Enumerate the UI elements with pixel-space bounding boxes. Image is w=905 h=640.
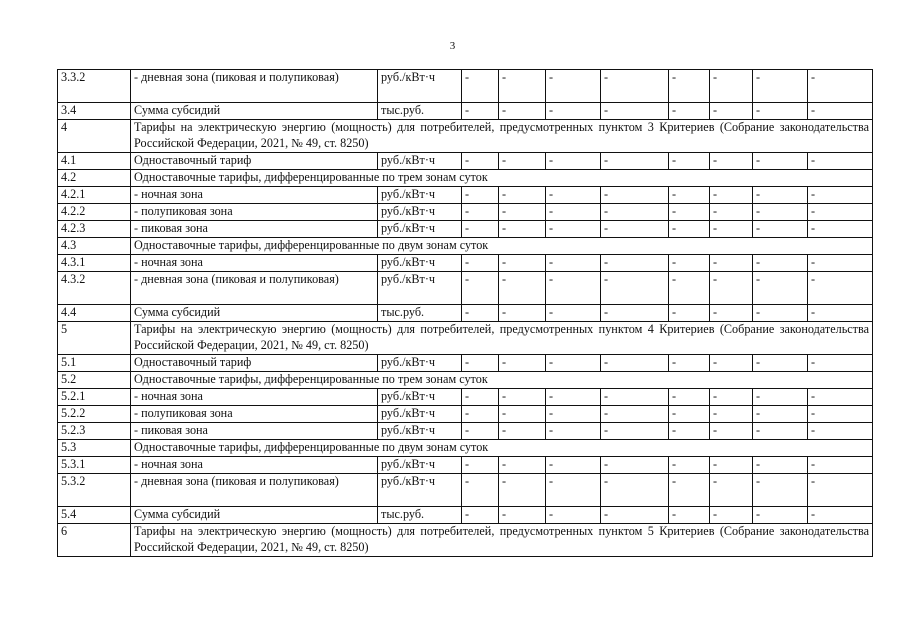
value-cell: - xyxy=(499,272,546,305)
row-unit: руб./кВт·ч xyxy=(378,221,462,238)
value-cell: - xyxy=(710,406,753,423)
row-code: 4.3 xyxy=(58,238,131,255)
value-cell: - xyxy=(669,187,710,204)
row-code: 4.2.3 xyxy=(58,221,131,238)
value-cell: - xyxy=(710,305,753,322)
row-code: 4.2.1 xyxy=(58,187,131,204)
value-cell: - xyxy=(499,305,546,322)
value-cell: - xyxy=(669,406,710,423)
value-cell: - xyxy=(808,272,873,305)
table-row xyxy=(58,255,873,272)
value-cell: - xyxy=(499,70,546,103)
row-name: - дневная зона (пиковая и полупиковая) xyxy=(131,474,378,507)
value-cell: - xyxy=(462,103,499,120)
value-cell: - xyxy=(462,389,499,406)
value-cell: - xyxy=(546,355,601,372)
value-cell: - xyxy=(546,389,601,406)
section-heading: Одноставочные тарифы, дифференцированные по двум зонам суток xyxy=(131,238,873,255)
value-cell: - xyxy=(710,187,753,204)
table-row xyxy=(58,507,873,524)
table-row xyxy=(58,238,873,255)
table-row xyxy=(58,389,873,406)
value-cell: - xyxy=(710,389,753,406)
value-cell: - xyxy=(546,204,601,221)
row-unit: руб./кВт·ч xyxy=(378,204,462,221)
section-heading: Одноставочные тарифы, дифференцированные по трем зонам суток xyxy=(131,170,873,187)
value-cell: - xyxy=(546,474,601,507)
value-cell: - xyxy=(601,221,669,238)
value-cell: - xyxy=(669,221,710,238)
value-cell: - xyxy=(499,423,546,440)
value-cell: - xyxy=(808,187,873,204)
row-code: 5.2.2 xyxy=(58,406,131,423)
value-cell: - xyxy=(753,389,808,406)
row-code: 3.4 xyxy=(58,103,131,120)
section-heading: Тарифы на электрическую энергию (мощность) для потребителей, предусмотренных пунктом 4 Критериев (Собрание законодательства Российской Федерации, 2021, № 49, ст. 8250) xyxy=(131,322,873,355)
value-cell: - xyxy=(753,457,808,474)
value-cell: - xyxy=(601,272,669,305)
value-cell: - xyxy=(546,70,601,103)
row-unit: тыс.руб. xyxy=(378,103,462,120)
row-code: 4.3.2 xyxy=(58,272,131,305)
value-cell: - xyxy=(669,457,710,474)
table-row xyxy=(58,272,873,305)
value-cell: - xyxy=(753,474,808,507)
section-heading: Одноставочные тарифы, дифференцированные по двум зонам суток xyxy=(131,440,873,457)
row-name: - ночная зона xyxy=(131,255,378,272)
value-cell: - xyxy=(462,507,499,524)
row-unit: руб./кВт·ч xyxy=(378,406,462,423)
value-cell: - xyxy=(753,187,808,204)
value-cell: - xyxy=(669,103,710,120)
value-cell: - xyxy=(808,255,873,272)
value-cell: - xyxy=(499,507,546,524)
table-row xyxy=(58,457,873,474)
table-row xyxy=(58,221,873,238)
value-cell: - xyxy=(462,221,499,238)
table-row xyxy=(58,474,873,507)
table-row xyxy=(58,372,873,389)
value-cell: - xyxy=(601,474,669,507)
value-cell: - xyxy=(710,153,753,170)
value-cell: - xyxy=(601,153,669,170)
value-cell: - xyxy=(601,255,669,272)
row-code: 4.4 xyxy=(58,305,131,322)
value-cell: - xyxy=(601,70,669,103)
value-cell: - xyxy=(808,389,873,406)
value-cell: - xyxy=(710,355,753,372)
value-cell: - xyxy=(546,187,601,204)
value-cell: - xyxy=(601,457,669,474)
value-cell: - xyxy=(710,221,753,238)
row-name: Сумма субсидий xyxy=(131,507,378,524)
value-cell: - xyxy=(601,187,669,204)
value-cell: - xyxy=(808,103,873,120)
value-cell: - xyxy=(601,103,669,120)
value-cell: - xyxy=(462,70,499,103)
row-unit: тыс.руб. xyxy=(378,507,462,524)
row-unit: руб./кВт·ч xyxy=(378,355,462,372)
table-row xyxy=(58,70,873,103)
value-cell: - xyxy=(808,355,873,372)
value-cell: - xyxy=(753,272,808,305)
value-cell: - xyxy=(669,474,710,507)
value-cell: - xyxy=(546,423,601,440)
value-cell: - xyxy=(601,204,669,221)
value-cell: - xyxy=(499,221,546,238)
value-cell: - xyxy=(808,406,873,423)
value-cell: - xyxy=(462,187,499,204)
row-unit: тыс.руб. xyxy=(378,305,462,322)
value-cell: - xyxy=(669,507,710,524)
section-heading: Одноставочные тарифы, дифференцированные по трем зонам суток xyxy=(131,372,873,389)
row-name: - ночная зона xyxy=(131,457,378,474)
value-cell: - xyxy=(601,355,669,372)
value-cell: - xyxy=(462,272,499,305)
value-cell: - xyxy=(499,355,546,372)
table-row xyxy=(58,153,873,170)
value-cell: - xyxy=(462,474,499,507)
value-cell: - xyxy=(808,221,873,238)
value-cell: - xyxy=(753,221,808,238)
value-cell: - xyxy=(546,153,601,170)
table-row xyxy=(58,423,873,440)
value-cell: - xyxy=(546,457,601,474)
value-cell: - xyxy=(499,406,546,423)
value-cell: - xyxy=(808,474,873,507)
value-cell: - xyxy=(546,406,601,423)
value-cell: - xyxy=(499,187,546,204)
row-code: 5.2.1 xyxy=(58,389,131,406)
row-name: - дневная зона (пиковая и полупиковая) xyxy=(131,70,378,103)
table-row xyxy=(58,322,873,355)
value-cell: - xyxy=(669,305,710,322)
value-cell: - xyxy=(669,389,710,406)
value-cell: - xyxy=(808,305,873,322)
table-row xyxy=(58,355,873,372)
table-row xyxy=(58,187,873,204)
value-cell: - xyxy=(753,204,808,221)
value-cell: - xyxy=(808,507,873,524)
value-cell: - xyxy=(499,389,546,406)
row-code: 5.2 xyxy=(58,372,131,389)
row-unit: руб./кВт·ч xyxy=(378,474,462,507)
value-cell: - xyxy=(710,255,753,272)
value-cell: - xyxy=(710,272,753,305)
table-row xyxy=(58,170,873,187)
row-code: 5.2.3 xyxy=(58,423,131,440)
value-cell: - xyxy=(601,305,669,322)
row-name: Одноставочный тариф xyxy=(131,153,378,170)
tariff-table xyxy=(57,69,873,557)
row-name: - полупиковая зона xyxy=(131,204,378,221)
value-cell: - xyxy=(753,103,808,120)
row-name: - пиковая зона xyxy=(131,423,378,440)
value-cell: - xyxy=(601,507,669,524)
value-cell: - xyxy=(710,70,753,103)
value-cell: - xyxy=(808,423,873,440)
value-cell: - xyxy=(462,423,499,440)
row-unit: руб./кВт·ч xyxy=(378,272,462,305)
tariff-table-body xyxy=(58,70,873,557)
value-cell: - xyxy=(546,103,601,120)
row-code: 3.3.2 xyxy=(58,70,131,103)
row-name: Сумма субсидий xyxy=(131,103,378,120)
value-cell: - xyxy=(462,355,499,372)
value-cell: - xyxy=(462,457,499,474)
value-cell: - xyxy=(669,355,710,372)
value-cell: - xyxy=(462,153,499,170)
value-cell: - xyxy=(546,255,601,272)
table-row xyxy=(58,305,873,322)
value-cell: - xyxy=(546,305,601,322)
value-cell: - xyxy=(710,204,753,221)
row-unit: руб./кВт·ч xyxy=(378,457,462,474)
value-cell: - xyxy=(710,507,753,524)
row-unit: руб./кВт·ч xyxy=(378,153,462,170)
row-code: 5.1 xyxy=(58,355,131,372)
value-cell: - xyxy=(499,474,546,507)
value-cell: - xyxy=(499,153,546,170)
value-cell: - xyxy=(601,406,669,423)
value-cell: - xyxy=(710,423,753,440)
table-row xyxy=(58,204,873,221)
row-unit: руб./кВт·ч xyxy=(378,70,462,103)
value-cell: - xyxy=(669,423,710,440)
row-code: 5 xyxy=(58,322,131,355)
value-cell: - xyxy=(546,221,601,238)
row-code: 4.2 xyxy=(58,170,131,187)
section-heading: Тарифы на электрическую энергию (мощность) для потребителей, предусмотренных пунктом 5 Критериев (Собрание законодательства Российской Федерации, 2021, № 49, ст. 8250) xyxy=(131,524,873,557)
row-code: 4 xyxy=(58,120,131,153)
value-cell: - xyxy=(753,153,808,170)
value-cell: - xyxy=(753,507,808,524)
value-cell: - xyxy=(499,457,546,474)
table-row xyxy=(58,440,873,457)
row-code: 5.3.1 xyxy=(58,457,131,474)
value-cell: - xyxy=(499,103,546,120)
value-cell: - xyxy=(669,70,710,103)
value-cell: - xyxy=(669,204,710,221)
row-name: - полупиковая зона xyxy=(131,406,378,423)
value-cell: - xyxy=(753,355,808,372)
row-name: - пиковая зона xyxy=(131,221,378,238)
value-cell: - xyxy=(753,406,808,423)
row-name: Сумма субсидий xyxy=(131,305,378,322)
table-row xyxy=(58,524,873,557)
row-unit: руб./кВт·ч xyxy=(378,187,462,204)
value-cell: - xyxy=(710,457,753,474)
value-cell: - xyxy=(808,204,873,221)
row-code: 4.1 xyxy=(58,153,131,170)
row-code: 4.2.2 xyxy=(58,204,131,221)
row-unit: руб./кВт·ч xyxy=(378,423,462,440)
value-cell: - xyxy=(546,507,601,524)
value-cell: - xyxy=(669,272,710,305)
value-cell: - xyxy=(808,70,873,103)
value-cell: - xyxy=(710,474,753,507)
value-cell: - xyxy=(462,204,499,221)
row-name: Одноставочный тариф xyxy=(131,355,378,372)
value-cell: - xyxy=(753,423,808,440)
value-cell: - xyxy=(462,305,499,322)
table-row xyxy=(58,120,873,153)
value-cell: - xyxy=(669,153,710,170)
value-cell: - xyxy=(601,389,669,406)
value-cell: - xyxy=(808,153,873,170)
row-unit: руб./кВт·ч xyxy=(378,389,462,406)
value-cell: - xyxy=(808,457,873,474)
row-code: 5.3 xyxy=(58,440,131,457)
value-cell: - xyxy=(499,204,546,221)
value-cell: - xyxy=(462,255,499,272)
row-code: 6 xyxy=(58,524,131,557)
table-row xyxy=(58,103,873,120)
row-unit: руб./кВт·ч xyxy=(378,255,462,272)
value-cell: - xyxy=(462,406,499,423)
value-cell: - xyxy=(753,70,808,103)
value-cell: - xyxy=(546,272,601,305)
page-number: 3 xyxy=(449,40,456,52)
value-cell: - xyxy=(710,103,753,120)
row-name: - ночная зона xyxy=(131,187,378,204)
value-cell: - xyxy=(601,423,669,440)
row-code: 4.3.1 xyxy=(58,255,131,272)
row-code: 5.3.2 xyxy=(58,474,131,507)
row-name: - ночная зона xyxy=(131,389,378,406)
row-code: 5.4 xyxy=(58,507,131,524)
row-name: - дневная зона (пиковая и полупиковая) xyxy=(131,272,378,305)
table-row xyxy=(58,406,873,423)
value-cell: - xyxy=(753,255,808,272)
value-cell: - xyxy=(669,255,710,272)
value-cell: - xyxy=(753,305,808,322)
section-heading: Тарифы на электрическую энергию (мощность) для потребителей, предусмотренных пунктом 3 Критериев (Собрание законодательства Российской Федерации, 2021, № 49, ст. 8250) xyxy=(131,120,873,153)
value-cell: - xyxy=(499,255,546,272)
